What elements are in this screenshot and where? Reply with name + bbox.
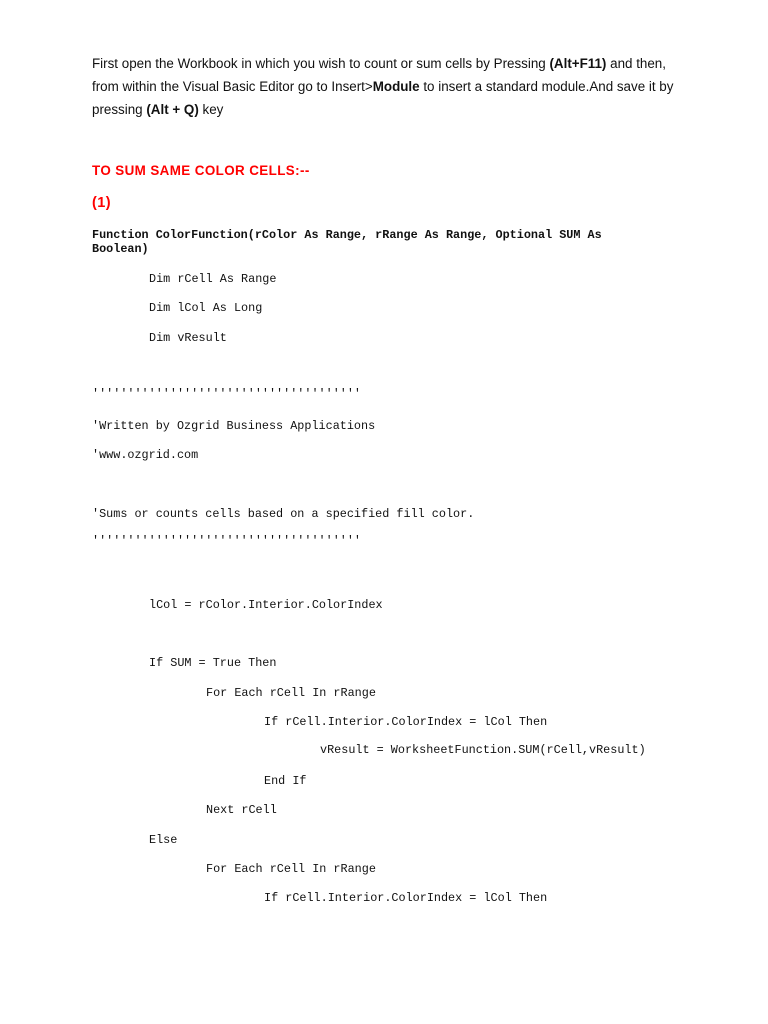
comment-separator: '''''''''''''''''''''''''''''''''''''' [92, 534, 362, 548]
code-line: lCol = rColor.Interior.ColorIndex [149, 598, 383, 612]
comment-line: 'Sums or counts cells based on a specified fill color. [92, 507, 475, 521]
function-signature-line-1: Function ColorFunction(rColor As Range, rRange As Range, Optional SUM As [92, 228, 602, 242]
comment-line: 'www.ozgrid.com [92, 448, 199, 462]
shortcut-save: (Alt + Q) [146, 102, 199, 117]
code-line: If SUM = True Then [149, 656, 277, 670]
comment-separator: '''''''''''''''''''''''''''''''''''''' [92, 387, 362, 401]
intro-text-4: key [198, 102, 224, 117]
code-line: Else [149, 833, 178, 847]
code-line: vResult = WorksheetFunction.SUM(rCell,vResult) [320, 743, 646, 757]
module-word: Module [372, 79, 420, 94]
intro-paragraph [92, 52, 682, 121]
code-line: End If [264, 774, 307, 788]
code-line: Next rCell [206, 803, 277, 817]
item-number: (1) [92, 195, 111, 211]
intro-text-2: and then, from within the Visual Basic Editor go to Insert> [92, 56, 666, 94]
code-line: Dim vResult [149, 331, 227, 345]
shortcut-open-editor: (Alt+F11) [549, 56, 607, 71]
code-line: If rCell.Interior.ColorIndex = lCol Then [264, 715, 548, 729]
function-signature-line-2: Boolean) [92, 242, 149, 256]
section-heading: TO SUM SAME COLOR CELLS:-- [92, 163, 310, 178]
code-line: Dim lCol As Long [149, 301, 263, 315]
code-line: For Each rCell In rRange [206, 686, 376, 700]
intro-text-3: to insert a standard module.And save it by pressing [92, 79, 674, 117]
comment-line: 'Written by Ozgrid Business Applications [92, 419, 376, 433]
code-line: Dim rCell As Range [149, 272, 277, 286]
code-line: For Each rCell In rRange [206, 862, 376, 876]
code-line: If rCell.Interior.ColorIndex = lCol Then [264, 891, 548, 905]
intro-text-1: First open the Workbook in which you wish to count or sum cells by Pressing [92, 56, 550, 71]
